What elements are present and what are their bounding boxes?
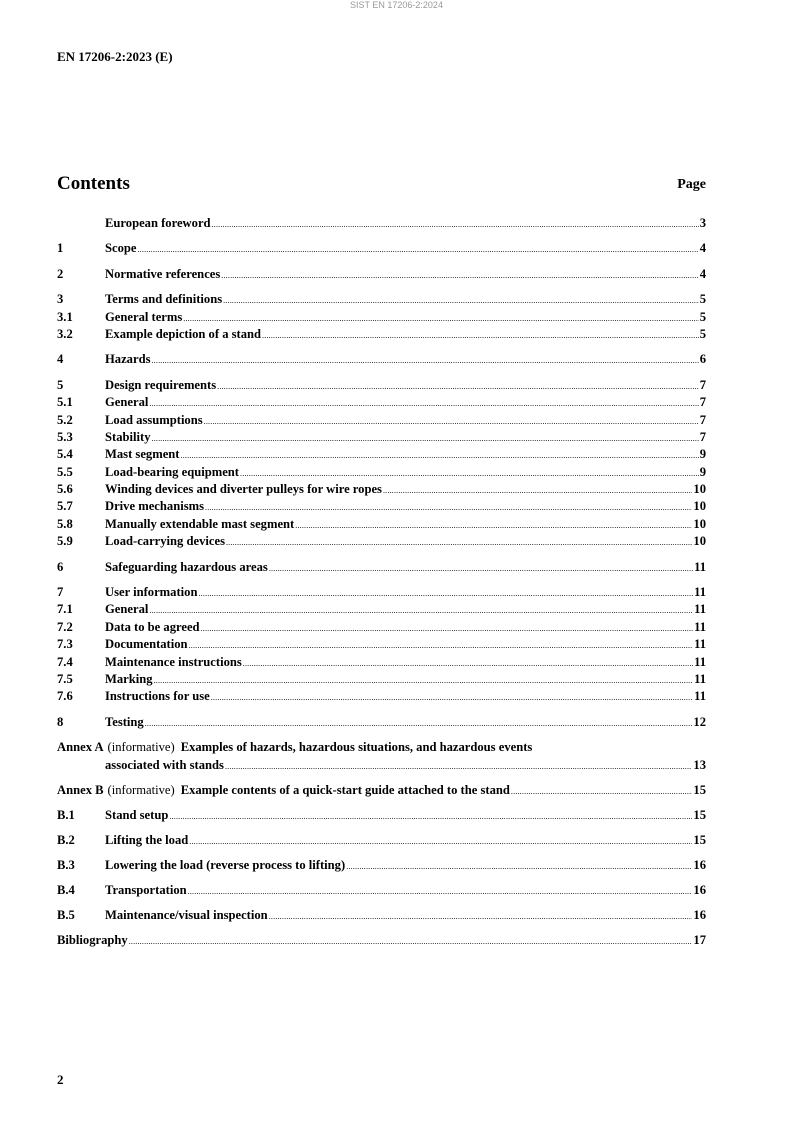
toc-entry-bibliography[interactable] (57, 932, 706, 949)
toc-entry-number: 7.1 (57, 602, 73, 617)
annex-label: Annex A (57, 740, 104, 755)
toc-entry-page: 4 (699, 266, 706, 281)
toc-entry-title: Marking (105, 671, 153, 686)
dot-leader (205, 499, 692, 516)
toc-entry-title: Stability (105, 429, 151, 444)
toc-entry-title: Normative references (105, 266, 221, 281)
toc-entry-annex-a[interactable] (57, 739, 706, 756)
dot-leader (295, 517, 692, 534)
dot-leader (198, 585, 693, 602)
toc-entry-number: 5.1 (57, 395, 73, 410)
toc-entry-page: 10 (693, 516, 706, 531)
toc-entry-page: 12 (693, 714, 706, 729)
toc-entry[interactable] (57, 464, 706, 481)
toc-entry-title: Terms and definitions (105, 292, 223, 307)
toc-entry-page: 11 (694, 671, 706, 686)
toc-entry-page: 4 (699, 241, 706, 256)
toc-entry-number: 3.2 (57, 326, 73, 341)
toc-entry-number: B.4 (57, 882, 75, 897)
toc-entry-page: 11 (694, 585, 706, 600)
toc-entry-page: 11 (694, 619, 706, 634)
toc-entry[interactable] (57, 533, 706, 550)
toc-entry-page: 10 (693, 534, 706, 549)
toc-entry-page: 3 (699, 216, 706, 230)
toc-entry-title: User information (105, 585, 198, 600)
annex-type: (informative) (107, 782, 175, 797)
dot-leader (223, 292, 699, 309)
toc-entry-number: 1 (57, 241, 64, 256)
toc-entry-title: Manually extendable mast segment (105, 516, 295, 531)
toc-entry-title: Drive mechanisms (105, 499, 204, 514)
dot-leader (346, 858, 692, 875)
toc-entry-page: 11 (694, 602, 706, 617)
toc-entry[interactable] (57, 377, 706, 394)
dot-leader (240, 465, 699, 482)
dot-leader (217, 378, 699, 395)
toc-entry-page: 7 (699, 429, 706, 444)
toc-entry-title: Lifting the load (105, 832, 189, 847)
toc-entry-page: 11 (694, 689, 706, 704)
toc-entry-title: Example depiction of a stand (105, 326, 262, 341)
toc-entry[interactable] (57, 394, 706, 411)
toc-entry-title: Maintenance/visual inspection (105, 907, 268, 922)
toc-entry-title: Transportation (105, 882, 187, 897)
toc-entry[interactable] (57, 326, 706, 343)
dot-leader (169, 808, 692, 825)
toc-entry-number: 7.3 (57, 637, 73, 652)
toc-entry[interactable] (57, 636, 706, 653)
toc-entry-title: Load-carrying devices (105, 534, 225, 549)
toc-entry-title: Hazards (105, 352, 151, 367)
toc-entry-number: B.3 (57, 857, 75, 872)
toc-entry-title: Winding devices and diverter pulleys for wire ropes (105, 482, 382, 497)
toc-entry-number: 7.2 (57, 619, 73, 634)
toc-entry-page: 6 (699, 352, 706, 367)
dot-leader (183, 310, 698, 327)
toc-entry-page: 10 (693, 482, 706, 497)
toc-entry[interactable] (57, 446, 706, 463)
toc-entry-number: 7.6 (57, 689, 73, 704)
watermark: SIST EN 17206-2:2024 (350, 0, 443, 10)
dot-leader (189, 833, 692, 850)
dot-leader (225, 758, 692, 775)
toc-entry[interactable] (57, 882, 706, 899)
toc-entry-number: 4 (57, 352, 64, 367)
toc-entry-number: B.1 (57, 807, 75, 822)
toc-entry-title: Safeguarding hazardous areas (105, 559, 268, 574)
dot-leader (212, 216, 699, 233)
toc-entry-number: B.2 (57, 832, 75, 847)
toc-entry-title: Data to be agreed (105, 619, 200, 634)
toc-entry-page: 7 (699, 395, 706, 410)
toc-entry-number: 7.4 (57, 654, 73, 669)
dot-leader (243, 655, 693, 672)
dot-leader (151, 352, 698, 369)
toc-entry-page: 11 (694, 654, 706, 669)
toc-entry-page: 5 (699, 326, 706, 341)
toc-entry[interactable] (57, 857, 706, 874)
toc-entry-page: 9 (699, 464, 706, 479)
toc-entry-number: 5.4 (57, 447, 73, 462)
toc-entry-title: General (105, 602, 149, 617)
toc-entry-number: 3.1 (57, 309, 73, 324)
toc-entry[interactable] (57, 498, 706, 515)
toc-entry[interactable] (57, 907, 706, 924)
page-column-label: Page (677, 177, 706, 192)
dot-leader (226, 534, 692, 551)
toc-entry-number: 7.5 (57, 671, 73, 686)
dot-leader (204, 413, 699, 430)
toc-entry-annex-a-continued[interactable] (57, 757, 706, 774)
toc-entry-title: Scope (105, 241, 137, 256)
toc-entry-page: 7 (699, 412, 706, 427)
toc-entry-page: 17 (693, 932, 706, 947)
toc-entry-number: 6 (57, 559, 64, 574)
toc-entry-title: Lowering the load (reverse process to lifting) (105, 857, 346, 872)
toc-entry[interactable] (57, 832, 706, 849)
toc-entry-title: Stand setup (105, 807, 169, 822)
document-id: EN 17206-2:2023 (E) (57, 49, 173, 64)
dot-leader (152, 430, 699, 447)
dot-leader (154, 672, 694, 689)
toc-entry[interactable] (57, 412, 706, 429)
dot-leader (149, 602, 693, 619)
dot-leader (269, 560, 693, 577)
toc-entry-page: 13 (693, 757, 706, 772)
dot-leader (383, 482, 692, 499)
toc-entry[interactable] (57, 481, 706, 498)
toc-entry-page: 16 (693, 857, 706, 872)
toc-entry[interactable] (57, 671, 706, 688)
toc-entry-page: 15 (693, 832, 706, 847)
toc-entry-title: Instructions for use (105, 689, 210, 704)
toc-entry-title: Load-bearing equipment (105, 464, 239, 479)
toc-entry-title: Design requirements (105, 377, 217, 392)
toc-entry-title: Documentation (105, 637, 188, 652)
toc-entry-title: European foreword (105, 216, 211, 230)
toc-entry-page: 11 (694, 559, 706, 574)
toc-entry[interactable] (57, 309, 706, 326)
toc-entry-page: 11 (694, 637, 706, 652)
annex-title: Examples of hazards, hazardous situations, and hazardous events (180, 740, 533, 755)
dot-leader (511, 783, 693, 800)
toc-entry-annex-b[interactable] (57, 782, 706, 799)
toc-entry-number: 5.3 (57, 429, 73, 444)
toc-entry[interactable] (57, 291, 706, 308)
contents-title: Contents (57, 173, 130, 194)
toc-entry-title: Bibliography (57, 932, 128, 947)
dot-leader (189, 637, 694, 654)
annex-label: Annex B (57, 782, 104, 797)
toc-entry-page: 16 (693, 907, 706, 922)
toc-entry[interactable] (57, 559, 706, 576)
toc-entry[interactable] (57, 654, 706, 671)
toc-entry[interactable] (57, 584, 706, 601)
toc-entry-page: 15 (693, 782, 706, 797)
page-number: 2 (57, 1072, 64, 1087)
toc-entry[interactable] (57, 215, 706, 232)
toc-entry-title: Mast segment (105, 447, 180, 462)
toc-entry-number: B.5 (57, 907, 75, 922)
toc-entry-number: 5.2 (57, 412, 73, 427)
toc-entry-number: 5.5 (57, 464, 73, 479)
toc-entry-number: 5.9 (57, 534, 73, 549)
toc-entry-page: 5 (699, 309, 706, 324)
dot-leader (262, 327, 699, 344)
toc-entry[interactable] (57, 714, 706, 731)
annex-type: (informative) (107, 740, 175, 755)
dot-leader (145, 715, 693, 732)
toc-entry[interactable] (57, 240, 706, 257)
dot-leader (269, 908, 693, 925)
annex-title: Example contents of a quick-start guide attached to the stand (180, 782, 510, 797)
toc-entry-number: 8 (57, 714, 64, 729)
toc-entry-page: 16 (693, 882, 706, 897)
toc-entry[interactable] (57, 429, 706, 446)
dot-leader (221, 267, 698, 284)
toc-entry-number: 7 (57, 585, 64, 600)
dot-leader (211, 689, 693, 706)
toc-entry[interactable] (57, 807, 706, 824)
toc-entry-title: Maintenance instructions (105, 654, 242, 669)
toc-entry-page: 9 (699, 447, 706, 462)
annex-title-continued: associated with stands (105, 757, 224, 772)
toc-entry-page: 10 (693, 499, 706, 514)
toc-entry[interactable] (57, 351, 706, 368)
toc-entry-number: 5.8 (57, 516, 73, 531)
dot-leader (201, 620, 694, 637)
toc-entry-number: 5.7 (57, 499, 73, 514)
dot-leader (129, 933, 693, 950)
toc-entry-page: 5 (699, 292, 706, 307)
toc-entry[interactable] (57, 516, 706, 533)
dot-leader (137, 241, 698, 258)
toc-entry-title: General terms (105, 309, 183, 324)
toc-entry-page: 7 (699, 377, 706, 392)
table-of-contents (57, 215, 706, 949)
dot-leader (149, 395, 698, 412)
dot-leader (188, 883, 693, 900)
dot-leader (181, 447, 699, 464)
toc-entry-title: General (105, 395, 149, 410)
toc-entry[interactable] (57, 688, 706, 705)
toc-entry-number: 5 (57, 377, 64, 392)
toc-entry-title: Load assumptions (105, 412, 203, 427)
toc-entry-number: 5.6 (57, 482, 73, 497)
toc-entry-page: 15 (693, 807, 706, 822)
toc-entry-number: 3 (57, 292, 64, 307)
toc-entry[interactable] (57, 266, 706, 283)
toc-entry[interactable] (57, 619, 706, 636)
toc-entry-title: Testing (105, 714, 144, 729)
toc-entry[interactable] (57, 601, 706, 618)
toc-entry-number: 2 (57, 266, 64, 281)
